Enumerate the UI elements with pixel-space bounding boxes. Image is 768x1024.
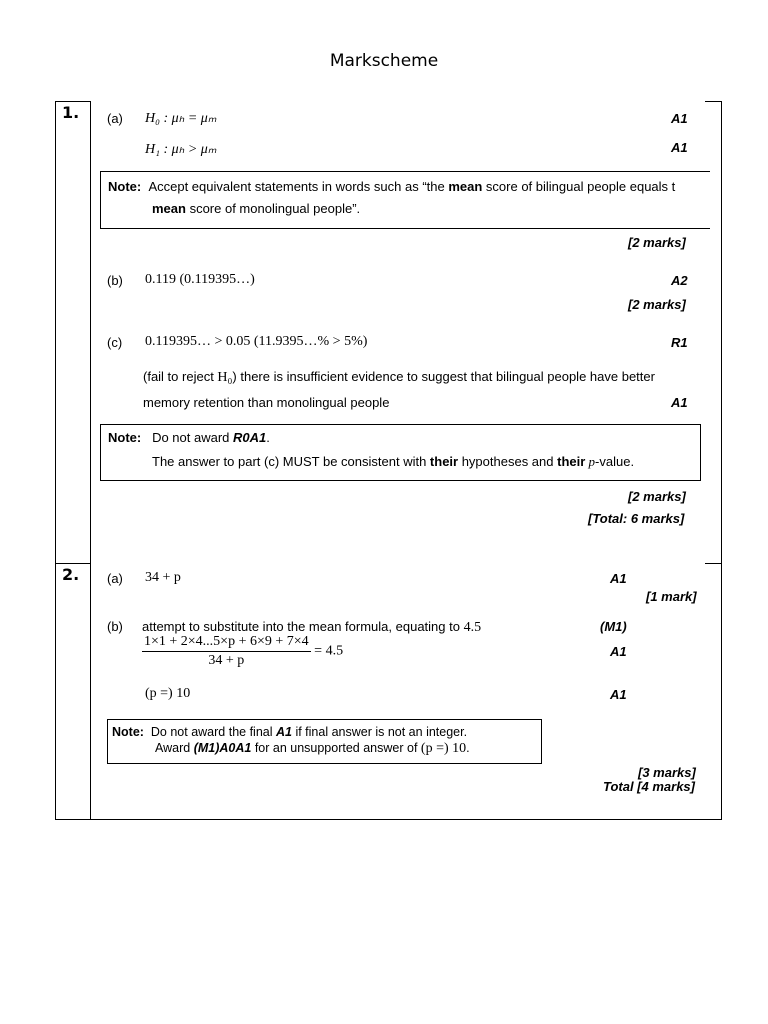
note-emphasis: A1: [275, 725, 292, 739]
answer: 0.119 (0.119395…): [145, 272, 255, 287]
page-title: Markscheme: [329, 51, 439, 71]
method-text: attempt to substitute into the mean formula, equating to: [142, 619, 464, 634]
h0-symbol: H₀: [217, 370, 233, 385]
answer: 34 + p: [145, 570, 181, 585]
question-number: 1.: [62, 103, 80, 122]
mark-a1: A1: [671, 111, 688, 126]
note-label: Note:: [112, 725, 144, 739]
note-text: Award: [155, 741, 194, 755]
note-emphasis: mean: [152, 201, 186, 216]
note-line: [108, 179, 706, 194]
part-label: (b): [107, 273, 123, 288]
note-emphasis: their: [557, 454, 586, 469]
conclusion-line: [143, 369, 655, 386]
conclusion-text: ) there is insufficient evidence to suggest that bilingual people have better: [232, 369, 655, 384]
mark-m1: (M1): [600, 619, 627, 634]
table-border-right-upper: [721, 101, 722, 564]
mark-r1: R1: [671, 335, 688, 350]
marks-total: [1 mark]: [646, 589, 697, 604]
part-label: (c): [107, 335, 123, 350]
part-label: (b): [107, 619, 123, 634]
conclusion-text: (fail to reject: [143, 369, 218, 384]
note-text: score of monolingual people”.: [185, 201, 361, 216]
table-border-right-lower: [721, 563, 722, 820]
mean-fraction: [142, 634, 311, 669]
fraction-numerator: 1×1 + 2×4...5×p + 6×9 + 7×4: [142, 634, 311, 652]
note-math: (p =) 10: [420, 741, 467, 756]
fraction-rhs: = 4.5: [314, 643, 344, 659]
marks-total: [2 marks]: [628, 235, 686, 250]
note-text: for an unsupported answer of: [251, 741, 421, 755]
note-emphasis: mean: [448, 179, 483, 194]
p-variable: p: [585, 454, 596, 469]
note-text: score of bilingual people equals t: [482, 179, 676, 194]
table-divider-vertical: [90, 101, 91, 820]
mark-a1: A1: [610, 687, 627, 702]
marks-total: [3 marks]: [638, 765, 696, 780]
note-text: .: [266, 430, 270, 445]
table-border-left: [55, 101, 56, 820]
note-text: .: [466, 741, 470, 755]
note-emphasis: (M1)A0A1: [193, 741, 252, 755]
mark-a1: A1: [610, 571, 627, 586]
note-text: -value.: [595, 454, 635, 469]
table-row-divider-right: [705, 563, 722, 564]
mark-a1: A1: [671, 395, 688, 410]
mark-a1: A1: [610, 644, 627, 659]
note-text: hypotheses and: [458, 454, 558, 469]
table-border-top-right: [705, 101, 722, 102]
mark-a1: A1: [671, 140, 688, 155]
conclusion-line: memory retention than monolingual people: [143, 395, 390, 410]
note-text: Accept equivalent statements in words such as “the: [148, 179, 449, 194]
note-label: Note:: [108, 430, 142, 445]
marks-total: [2 marks]: [628, 297, 686, 312]
note-text: Do not award the final: [150, 725, 276, 739]
question-total: Total [4 marks]: [603, 779, 695, 794]
part-label: (a): [107, 111, 123, 126]
note-line: [152, 454, 634, 470]
note-line: [155, 741, 470, 757]
method-value: 4.5: [463, 620, 482, 635]
fraction-denominator: 34 + p: [208, 653, 245, 668]
note-emphasis: their: [429, 454, 459, 469]
note-text: if final answer is not an integer.: [291, 725, 468, 739]
mark-a2: A2: [671, 273, 688, 288]
marks-total: [2 marks]: [628, 489, 686, 504]
question-number: 2.: [62, 565, 80, 584]
note-label: Note:: [108, 179, 142, 194]
table-border-top: [55, 101, 91, 102]
note-text: The answer to part (c) MUST be consistent with: [152, 454, 430, 469]
answer: (p =) 10: [145, 686, 191, 701]
null-hypothesis: H₀ : μₕ = μₘ: [145, 111, 217, 126]
note-line: [152, 201, 360, 216]
mean-equation: [142, 634, 343, 669]
alternative-hypothesis: H₁ : μₕ > μₘ: [145, 142, 217, 157]
note-line: [108, 430, 270, 445]
note-emphasis: R0A1: [233, 430, 267, 445]
question-total: [Total: 6 marks]: [588, 511, 685, 526]
note-text: Do not award: [152, 430, 233, 445]
answer: 0.119395… > 0.05 (11.9395…% > 5%): [145, 334, 368, 349]
table-row-divider: [55, 563, 91, 564]
note-line: [112, 725, 467, 739]
table-border-bottom: [55, 819, 722, 820]
part-label: (a): [107, 571, 123, 586]
